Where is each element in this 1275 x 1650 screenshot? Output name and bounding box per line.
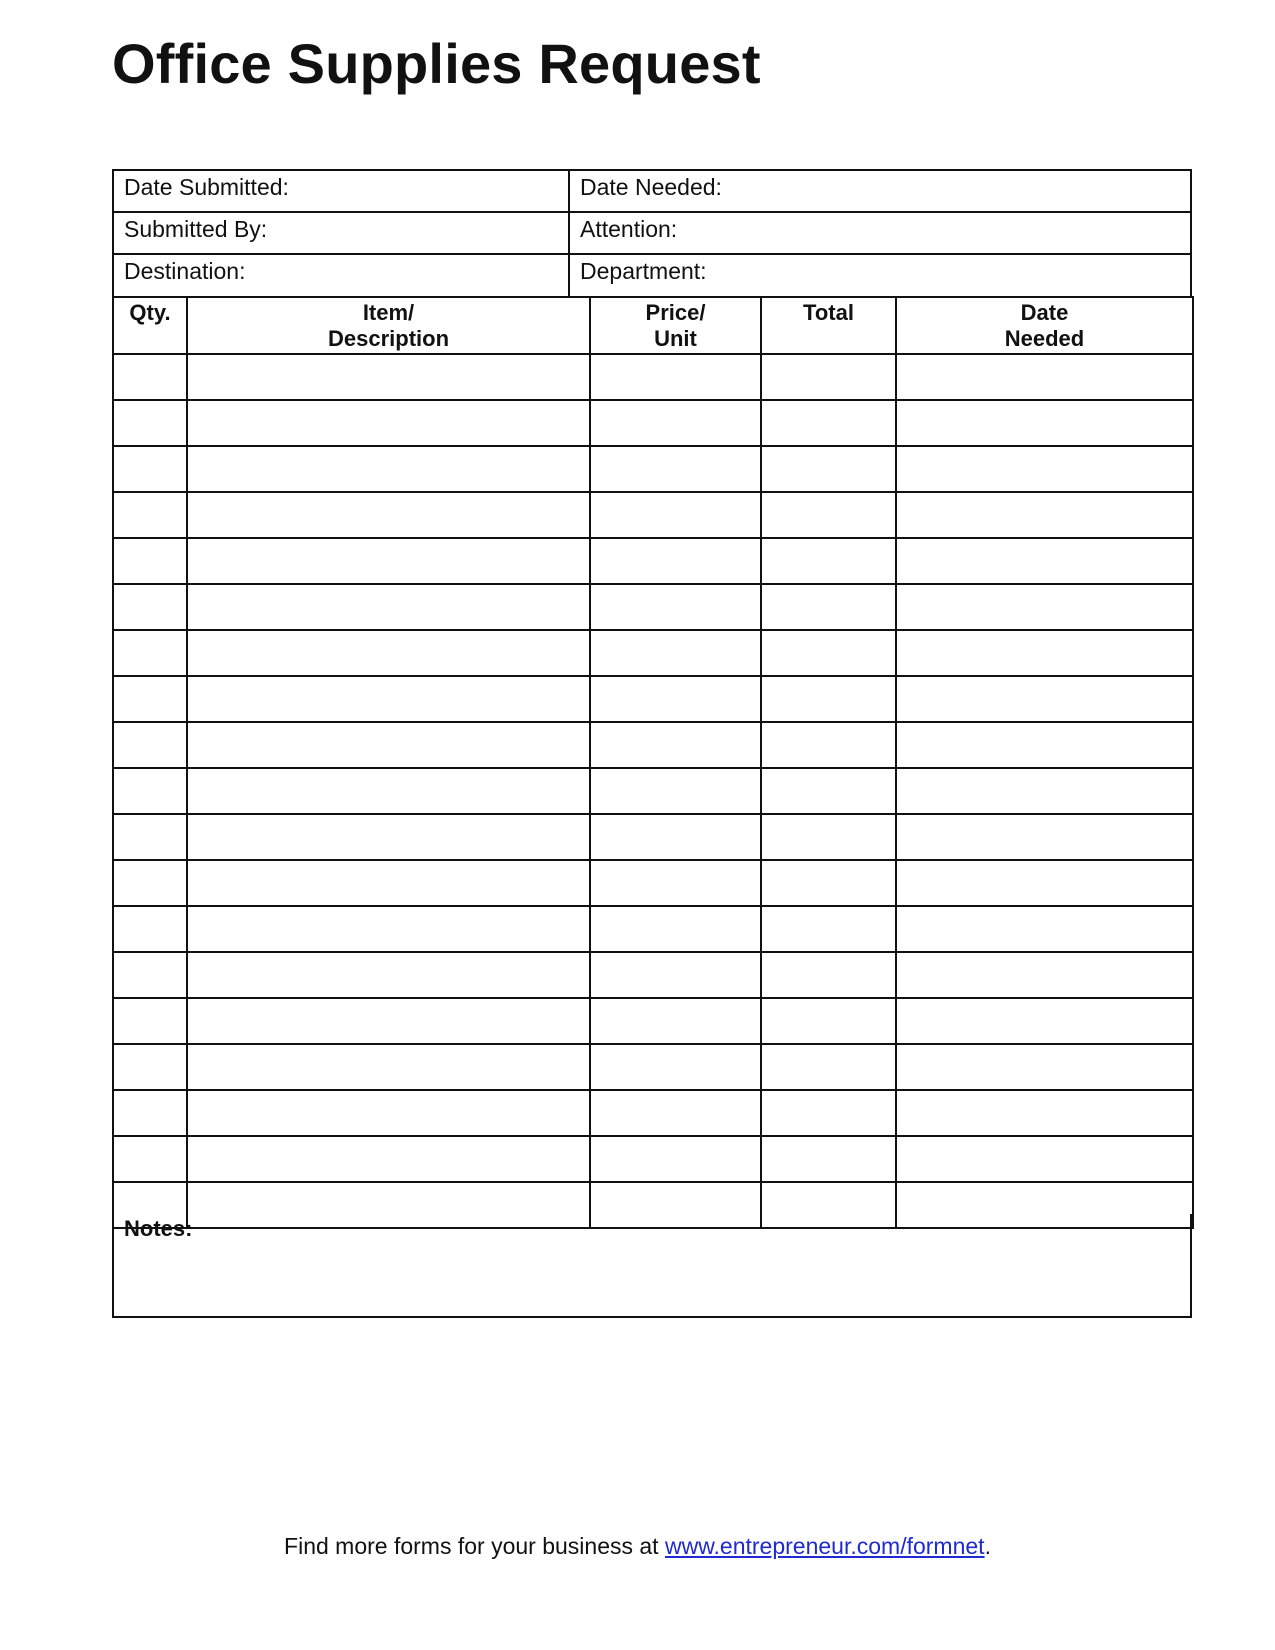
price-unit-cell[interactable] [590, 1136, 761, 1182]
column-header-item-description [187, 297, 590, 354]
column-header-item-line2: Description [327, 326, 450, 351]
qty-cell[interactable] [113, 722, 187, 768]
table-row [113, 446, 1193, 492]
table-row [113, 906, 1193, 952]
qty-cell[interactable] [113, 676, 187, 722]
total-cell[interactable] [761, 676, 896, 722]
date-needed-cell[interactable] [896, 998, 1193, 1044]
table-header-row [113, 297, 1193, 354]
footer [0, 1533, 1275, 1560]
table-row [113, 722, 1193, 768]
date-needed-cell[interactable] [896, 492, 1193, 538]
price-unit-cell[interactable] [590, 400, 761, 446]
table-row [113, 538, 1193, 584]
supplies-table [112, 296, 1194, 1229]
table-row [113, 1044, 1193, 1090]
item-description-cell[interactable] [187, 1044, 590, 1090]
qty-cell[interactable] [113, 354, 187, 400]
qty-cell[interactable] [113, 400, 187, 446]
total-cell[interactable] [761, 446, 896, 492]
column-header-price-line2: Unit [654, 326, 697, 351]
qty-cell[interactable] [113, 584, 187, 630]
attention-field[interactable]: Attention: [580, 216, 678, 242]
footer-text: Find more forms for your business at [284, 1533, 665, 1559]
department-field[interactable]: Department: [580, 258, 707, 284]
item-description-cell[interactable] [187, 1136, 590, 1182]
price-unit-cell[interactable] [590, 584, 761, 630]
qty-cell[interactable] [113, 1044, 187, 1090]
qty-cell[interactable] [113, 1090, 187, 1136]
price-unit-cell[interactable] [590, 446, 761, 492]
date-needed-cell[interactable] [896, 538, 1193, 584]
total-cell[interactable] [761, 400, 896, 446]
qty-cell[interactable] [113, 906, 187, 952]
item-description-cell[interactable] [187, 400, 590, 446]
table-row [113, 630, 1193, 676]
total-cell[interactable] [761, 354, 896, 400]
formnet-link[interactable]: www.entrepreneur.com/formnet [664, 1533, 985, 1559]
item-description-cell[interactable] [187, 1090, 590, 1136]
total-cell[interactable] [761, 492, 896, 538]
item-description-cell[interactable] [187, 952, 590, 998]
table-row [113, 952, 1193, 998]
price-unit-cell[interactable] [590, 1090, 761, 1136]
page-title: Office Supplies Request [112, 32, 761, 95]
qty-cell[interactable] [113, 998, 187, 1044]
item-description-cell[interactable] [187, 492, 590, 538]
table-row [113, 354, 1193, 400]
item-description-cell[interactable] [187, 538, 590, 584]
date-needed-cell[interactable] [896, 1136, 1193, 1182]
price-unit-cell[interactable] [590, 768, 761, 814]
info-row-people [114, 213, 1190, 255]
date-needed-cell[interactable] [896, 906, 1193, 952]
table-row [113, 1090, 1193, 1136]
footer-suffix: . [984, 1533, 991, 1559]
table-body [113, 354, 1193, 1228]
column-header-date-needed [896, 297, 1193, 354]
item-description-cell[interactable] [187, 722, 590, 768]
date-needed-field[interactable]: Date Needed: [580, 174, 722, 200]
table-row [113, 860, 1193, 906]
item-description-cell[interactable] [187, 998, 590, 1044]
total-cell[interactable] [761, 1136, 896, 1182]
column-header-item-line1: Item/ [362, 300, 415, 325]
qty-cell[interactable] [113, 538, 187, 584]
total-cell[interactable] [761, 768, 896, 814]
total-cell[interactable] [761, 952, 896, 998]
submitted-by-field[interactable]: Submitted By: [114, 213, 570, 253]
item-description-cell[interactable] [187, 814, 590, 860]
qty-cell[interactable] [113, 860, 187, 906]
notes-label: Notes: [124, 1216, 193, 1241]
total-cell[interactable] [761, 722, 896, 768]
date-needed-cell[interactable] [896, 630, 1193, 676]
date-submitted-field[interactable]: Date Submitted: [114, 171, 570, 211]
column-header-price-line1: Price/ [645, 300, 706, 325]
date-needed-cell[interactable] [896, 860, 1193, 906]
info-row-location [114, 255, 1190, 297]
item-description-cell[interactable] [187, 584, 590, 630]
table-row [113, 998, 1193, 1044]
column-header-price-unit [590, 297, 761, 354]
column-header-date-line1: Date [1020, 300, 1069, 325]
item-description-cell[interactable] [187, 906, 590, 952]
notes-box[interactable] [112, 1214, 1192, 1318]
price-unit-cell[interactable] [590, 814, 761, 860]
date-needed-cell[interactable] [896, 676, 1193, 722]
table-row [113, 492, 1193, 538]
column-header-date-line2: Needed [1004, 326, 1085, 351]
price-unit-cell[interactable] [590, 538, 761, 584]
item-description-cell[interactable] [187, 446, 590, 492]
total-cell[interactable] [761, 814, 896, 860]
destination-field[interactable]: Destination: [114, 255, 570, 297]
date-needed-cell[interactable] [896, 1090, 1193, 1136]
price-unit-cell[interactable] [590, 492, 761, 538]
date-needed-cell[interactable] [896, 814, 1193, 860]
table-row [113, 400, 1193, 446]
price-unit-cell[interactable] [590, 630, 761, 676]
item-description-cell[interactable] [187, 768, 590, 814]
table-row [113, 584, 1193, 630]
column-header-total: Total [761, 297, 896, 354]
date-needed-cell[interactable] [896, 722, 1193, 768]
request-info-block [112, 169, 1192, 297]
table-row [113, 676, 1193, 722]
qty-cell[interactable] [113, 814, 187, 860]
price-unit-cell[interactable] [590, 676, 761, 722]
total-cell[interactable] [761, 1090, 896, 1136]
qty-cell[interactable] [113, 952, 187, 998]
price-unit-cell[interactable] [590, 860, 761, 906]
qty-cell[interactable] [113, 446, 187, 492]
table-row [113, 1136, 1193, 1182]
total-cell[interactable] [761, 584, 896, 630]
qty-cell[interactable] [113, 1136, 187, 1182]
item-description-cell[interactable] [187, 354, 590, 400]
price-unit-cell[interactable] [590, 1044, 761, 1090]
date-needed-cell[interactable] [896, 1044, 1193, 1090]
date-needed-cell[interactable] [896, 400, 1193, 446]
price-unit-cell[interactable] [590, 906, 761, 952]
column-header-qty: Qty. [113, 297, 187, 354]
price-unit-cell[interactable] [590, 952, 761, 998]
total-cell[interactable] [761, 906, 896, 952]
item-description-cell[interactable] [187, 630, 590, 676]
price-unit-cell[interactable] [590, 354, 761, 400]
item-description-cell[interactable] [187, 676, 590, 722]
table-row [113, 814, 1193, 860]
total-cell[interactable] [761, 998, 896, 1044]
total-cell[interactable] [761, 860, 896, 906]
info-row-dates [114, 171, 1190, 213]
total-cell[interactable] [761, 1044, 896, 1090]
price-unit-cell[interactable] [590, 722, 761, 768]
date-needed-cell[interactable] [896, 952, 1193, 998]
date-needed-cell[interactable] [896, 584, 1193, 630]
date-needed-cell[interactable] [896, 446, 1193, 492]
table-row [113, 768, 1193, 814]
date-needed-cell[interactable] [896, 354, 1193, 400]
qty-cell[interactable] [113, 768, 187, 814]
price-unit-cell[interactable] [590, 998, 761, 1044]
date-needed-cell[interactable] [896, 768, 1193, 814]
qty-cell[interactable] [113, 630, 187, 676]
qty-cell[interactable] [113, 492, 187, 538]
item-description-cell[interactable] [187, 860, 590, 906]
total-cell[interactable] [761, 630, 896, 676]
total-cell[interactable] [761, 538, 896, 584]
